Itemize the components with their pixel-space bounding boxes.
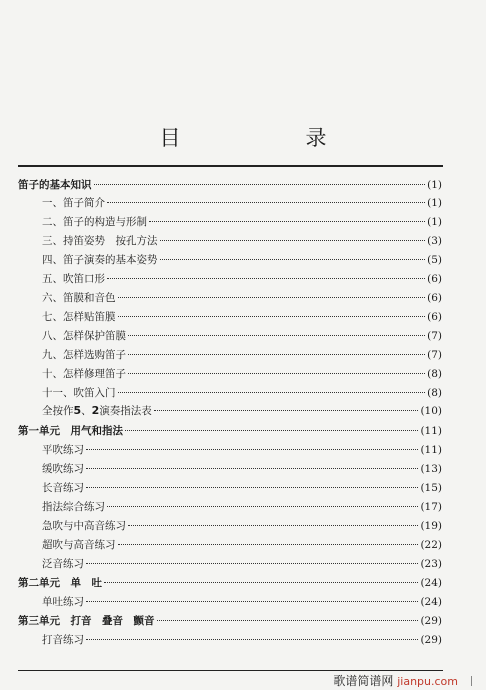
toc-entry-label: 缓吹练习 [42, 463, 84, 475]
watermark-url: jianpu.com [397, 675, 458, 688]
toc-entry-label: 第二单元 单 吐 [18, 577, 102, 589]
toc-entry-label: 十、怎样修理笛子 [42, 368, 126, 380]
toc-page-number: (19) [420, 520, 442, 532]
toc-entry-label: 笛子的基本知识 [18, 179, 92, 191]
toc-page-number: (8) [427, 368, 442, 380]
toc-entry-label-part: 2 [91, 404, 100, 417]
toc-entry-label: 指法综合练习 [42, 501, 105, 513]
dot-leader [86, 639, 418, 640]
toc-page-number: (22) [420, 539, 442, 551]
toc-entry-row [42, 500, 442, 514]
page-title: 目 录 [159, 126, 379, 150]
dot-leader [86, 449, 418, 450]
toc-section-row [18, 614, 442, 628]
toc-page-number: (1) [427, 197, 442, 209]
dot-leader [86, 601, 418, 602]
toc-entry-row [42, 404, 442, 418]
toc-page-number: (13) [420, 463, 442, 475]
toc-page-number: (6) [427, 273, 442, 285]
toc-page-number: (8) [427, 387, 442, 399]
toc-entry-row [42, 367, 442, 381]
toc-entry-row [42, 196, 442, 210]
toc-entry-row [42, 462, 442, 476]
toc-entry-label-part: 5 [73, 404, 82, 417]
toc-entry-row [42, 386, 442, 400]
toc-entry-row [42, 481, 442, 495]
toc-entry-label: 五、吹笛口形 [42, 273, 105, 285]
watermark-text: 歌谱简谱网 [333, 674, 394, 688]
toc-page-number: (7) [427, 330, 442, 342]
toc-page-number: (7) [427, 349, 442, 361]
toc-page-number: (17) [420, 501, 442, 513]
toc-page-number: (1) [427, 216, 442, 228]
toc-entry-row [42, 557, 442, 571]
toc-entry-row [42, 443, 442, 457]
dot-leader [118, 297, 426, 298]
toc-page-number: (29) [420, 634, 442, 646]
toc-section-row [18, 424, 442, 438]
toc-entry-label: 长音练习 [42, 482, 84, 494]
toc-page-number: (3) [427, 235, 442, 247]
top-rule [18, 165, 443, 167]
toc-entry-label: 七、怎样贴笛膜 [42, 311, 116, 323]
toc-entry-row [42, 253, 442, 267]
dot-leader [107, 278, 425, 279]
toc-entry-label: 九、怎样选购笛子 [42, 349, 126, 361]
watermark [333, 672, 458, 689]
toc-page-number: (6) [427, 292, 442, 304]
toc-entry-row [42, 348, 442, 362]
toc-entry-label: 单吐练习 [42, 596, 84, 608]
toc-entry-row [42, 633, 442, 647]
toc-entry-row [42, 329, 442, 343]
toc-entry-label-part: 全按作 [42, 405, 74, 417]
dot-leader [160, 259, 426, 260]
toc-entry-label: 二、笛子的构造与形制 [42, 216, 147, 228]
toc-entry-label: 泛音练习 [42, 558, 84, 570]
toc-page-number: (11) [420, 444, 442, 456]
toc-entry-row [42, 234, 442, 248]
toc-page-number: (24) [420, 596, 442, 608]
toc-entry-row [42, 538, 442, 552]
toc-page-number: (1) [427, 179, 442, 191]
dot-leader [128, 525, 418, 526]
dot-leader [107, 506, 418, 507]
toc-page-number: (23) [420, 558, 442, 570]
toc-entry-label: 超吹与高音练习 [42, 539, 116, 551]
toc-entry-label-part: 、 [81, 405, 92, 417]
toc-entry-row [42, 215, 442, 229]
toc-page-number: (15) [420, 482, 442, 494]
toc-entry-row [42, 595, 442, 609]
dot-leader [149, 221, 425, 222]
dot-leader [154, 410, 419, 411]
toc-page-number: (24) [420, 577, 442, 589]
dot-leader [104, 582, 418, 583]
dot-leader [128, 335, 425, 336]
toc-entry-label: 一、笛子简介 [42, 197, 105, 209]
dot-leader [160, 240, 426, 241]
toc-entry-row [42, 272, 442, 286]
toc-entry-label: 四、笛子演奏的基本姿势 [42, 254, 158, 266]
dot-leader [118, 316, 426, 317]
bottom-rule [18, 670, 443, 671]
dot-leader [157, 620, 419, 621]
toc-entry-row [42, 291, 442, 305]
toc-entry-label: 第一单元 用气和指法 [18, 425, 123, 437]
dot-leader [107, 202, 425, 203]
dot-leader [94, 184, 426, 185]
dot-leader [118, 544, 419, 545]
dot-leader [125, 430, 418, 431]
toc-entry-label: 十一、吹笛入门 [42, 387, 116, 399]
dot-leader [128, 354, 425, 355]
toc-entry-label: 八、怎样保护笛膜 [42, 330, 126, 342]
toc-entry-label: 六、笛膜和音色 [42, 292, 116, 304]
toc-entry-label: 第三单元 打音 叠音 颤音 [18, 615, 155, 627]
dot-leader [86, 468, 418, 469]
dot-leader [128, 373, 425, 374]
toc-entry-label: 急吹与中高音练习 [42, 520, 126, 532]
toc-entry-label [42, 404, 152, 418]
toc-entry-row [42, 310, 442, 324]
dot-leader [86, 563, 418, 564]
toc-section-row [18, 178, 442, 192]
toc-entry-label-part: 演奏指法表 [99, 405, 152, 417]
toc-page-number: (29) [420, 615, 442, 627]
dot-leader [86, 487, 418, 488]
toc-entry-label: 平吹练习 [42, 444, 84, 456]
dot-leader [118, 392, 426, 393]
page-edge-mark [471, 676, 472, 686]
toc-section-row [18, 576, 442, 590]
toc-page-number: (6) [427, 311, 442, 323]
toc-entry-label: 打音练习 [42, 634, 84, 646]
toc-entry-row [42, 519, 442, 533]
toc-page-number: (11) [420, 425, 442, 437]
toc-page-number: (5) [427, 254, 442, 266]
toc-entry-label: 三、持笛姿势 按孔方法 [42, 235, 158, 247]
toc-page-number: (10) [420, 405, 442, 417]
